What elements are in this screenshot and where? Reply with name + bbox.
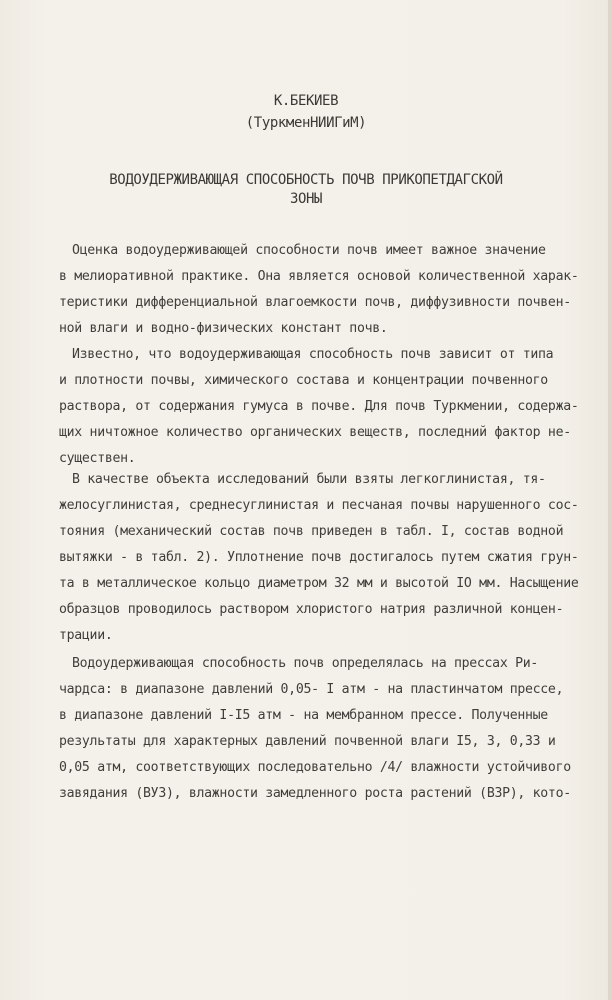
paragraph-2-line-4: щих ничтожное количество органических веществ, последний фактор не- (59, 425, 571, 440)
paragraph-1-line-3: теристики дифференциальной влагоемкости почв, диффузивности почвен- (59, 295, 571, 310)
paragraph-3-line-7: трации. (59, 628, 113, 643)
paragraph-1-line-1: Оценка водоудерживающей способности почв имеет важное значение (72, 243, 546, 258)
paragraph-4-line-1: Водоудерживающая способность почв определялась на прессах Ри- (72, 656, 539, 671)
paragraph-4-line-5: 0,05 атм, соответствующих последовательно /4/ влажности устойчивого (59, 760, 571, 775)
author-affiliation: (ТуркменНИИГиМ) (245, 115, 367, 131)
paragraph-3-line-2: желосуглинистая, среднесуглинистая и песчаная почвы нарушенного сос- (59, 498, 579, 513)
paper-title-line-1: ВОДОУДЕРЖИВАЮЩАЯ СПОСОБНОСТЬ ПОЧВ ПРИКОПЕТДАГСКОЙ (109, 172, 503, 188)
paragraph-3-line-5: та в металлическое кольцо диаметром 32 мм и высотой IO мм. Насыщение (59, 576, 579, 591)
paragraph-1-line-4: ной влаги и водно-физических констант почв. (59, 321, 388, 336)
paragraph-3-line-1: В качестве объекта исследований были взяты легкоглинистая, тя- (72, 472, 546, 487)
author-name: К.БЕКИЕВ (273, 93, 339, 109)
paper-title-line-2: ЗОНЫ (289, 191, 323, 207)
paragraph-3-line-6: образцов проводилось раствором хлористого натрия различной концен- (59, 602, 564, 617)
paragraph-2-line-2: и плотности почвы, химического состава и концентрации почвенного (59, 373, 548, 388)
paragraph-3-line-3: тояния (механический состав почв приведен в табл. I, состав водной (59, 524, 564, 539)
page-edge-shadow (608, 0, 612, 1000)
paragraph-3-line-4: вытяжки - в табл. 2). Уплотнение почв достигалось путем сжатия грун- (59, 550, 579, 565)
paragraph-4-line-4: результаты для характерных давлений почвенной влаги I5, 3, 0,33 и (59, 734, 556, 749)
paragraph-1-line-2: в мелиоративной практике. Она является основой количественной харак- (59, 269, 579, 284)
paragraph-2-line-5: существен. (59, 451, 136, 466)
paragraph-2-line-3: раствора, от содержания гумуса в почве. Для почв Туркмении, содержа- (59, 399, 579, 414)
paragraph-4-line-6: завядания (ВУЗ), влажности замедленного роста растений (ВЗР), кото- (59, 786, 571, 801)
paragraph-4-line-3: в диапазоне давлений I-I5 атм - на мембранном прессе. Полученные (59, 708, 548, 723)
paragraph-2-line-1: Известно, что водоудерживающая способность почв зависит от типа (72, 347, 554, 362)
paragraph-4-line-2: чардса: в диапазоне давлений 0,05- I атм - на пластинчатом прессе, (59, 682, 564, 697)
